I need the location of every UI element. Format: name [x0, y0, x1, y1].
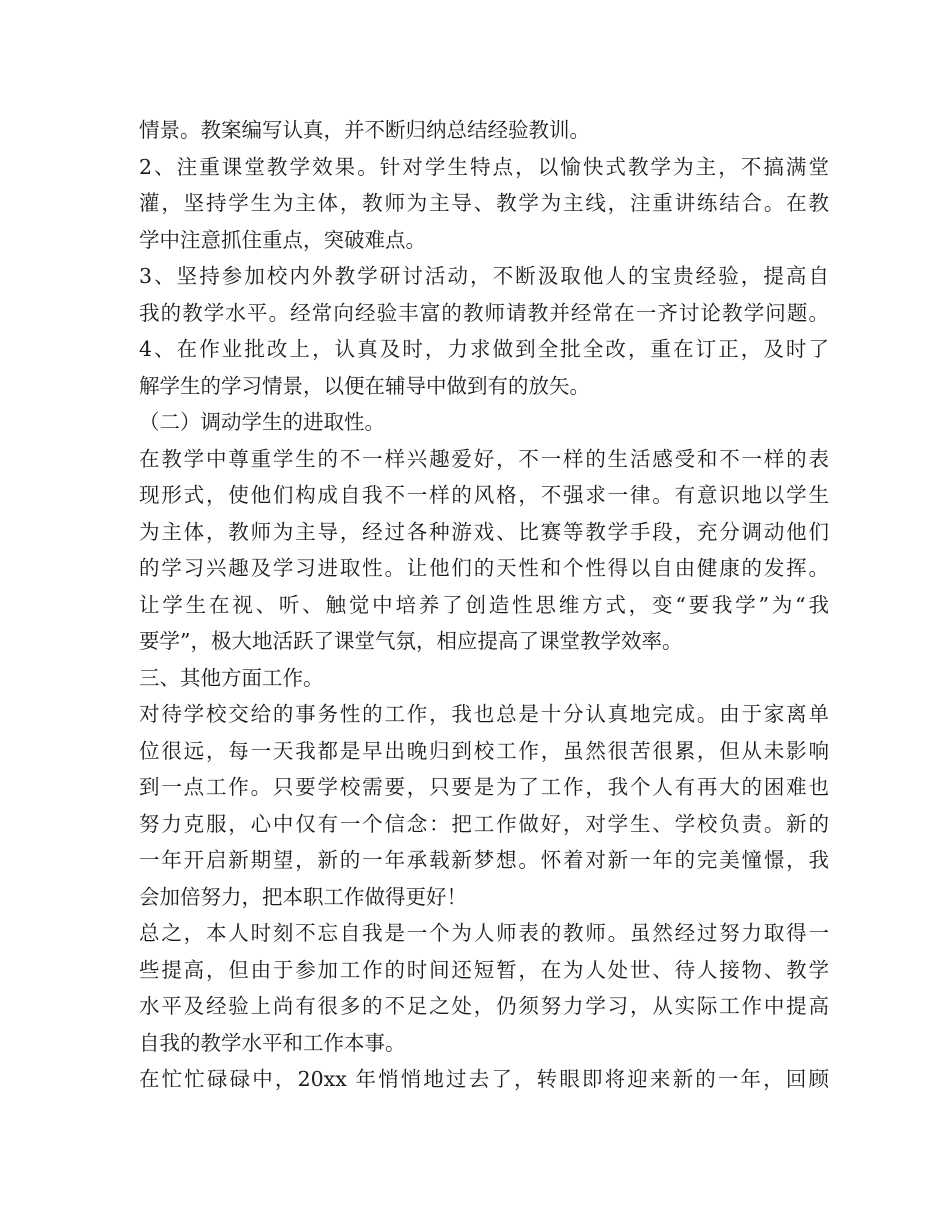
text-line: 些提高，但由于参加工作的时间还短暂，在为人处世、待人接物、教学: [139, 957, 829, 982]
text-line: （二）调动学生的进取性。: [139, 410, 385, 434]
text-line: 到一点工作。只要学校需要，只要是为了工作，我个人有再大的困难也: [139, 775, 829, 799]
text-line: 让学生在视、听、触觉中培养了创造性思维方式，变“要我学”为“我: [139, 592, 829, 617]
text-line: 2、注重课堂教学效果。针对学生特点，以愉快式教学为主，不搞满堂: [139, 154, 829, 179]
text-line: 3、坚持参加校内外教学研讨活动，不断汲取他人的宝贵经验，提高自: [139, 264, 829, 288]
text-line: 对待学校交给的事务性的工作，我也总是十分认真地完成。由于家离单: [139, 702, 829, 726]
text-line: 一年开启新期望，新的一年承载新梦想。怀着对新一年的完美憧憬，我: [139, 848, 829, 872]
text-line: 在教学中尊重学生的不一样兴趣爱好，不一样的生活感受和不一样的表: [139, 446, 829, 471]
text-line: 会加倍努力，把本职工作做得更好！: [139, 884, 467, 909]
text-line: 情景。教案编写认真，并不断归纳总结经验教训。: [139, 118, 590, 142]
text-line: 在忙忙碌碌中，20xx 年悄悄地过去了，转眼即将迎来新的一年，回顾: [139, 1067, 829, 1091]
text-line: 我的教学水平。经常向经验丰富的教师请教并经常在一齐讨论教学问题。: [139, 300, 829, 325]
text-line: 4、在作业批改上，认真及时，力求做到全批全改，重在订正，及时了: [139, 337, 829, 361]
text-line: 的学习兴趣及学习进取性。让他们的天性和个性得以自由健康的发挥。: [139, 556, 829, 580]
text-line: 现形式，使他们构成自我不一样的风格，不强求一律。有意识地以学生: [139, 483, 829, 507]
text-line: 要学”，极大地活跃了课堂气氛，相应提高了课堂教学效率。: [139, 629, 683, 653]
text-line: 努力克服，心中仅有一个信念：把工作做好，对学生、学校负责。新的: [139, 811, 829, 836]
text-line: 灌，坚持学生为主体，教师为主导、教学为主线，注重讲练结合。在教: [139, 191, 829, 215]
text-line: 自我的教学水平和工作本事。: [139, 1030, 406, 1055]
text-line: 学中注意抓住重点，突破难点。: [139, 227, 426, 252]
text-line: 水平及经验上尚有很多的不足之处，仍须努力学习，从实际工作中提高: [139, 994, 829, 1018]
text-line: 总之，本人时刻不忘自我是一个为人师表的教师。虽然经过努力取得一: [139, 921, 829, 945]
text-line: 为主体，教师为主导，经过各种游戏、比赛等教学手段，充分调动他们: [139, 519, 829, 544]
text-line: 位很远，每一天我都是早出晚归到校工作，虽然很苦很累，但从未影响: [139, 738, 829, 763]
text-line: 解学生的学习情景，以便在辅导中做到有的放矢。: [139, 373, 590, 398]
body-text: [139, 112, 829, 1098]
text-line: 三、其他方面工作。: [139, 665, 324, 690]
